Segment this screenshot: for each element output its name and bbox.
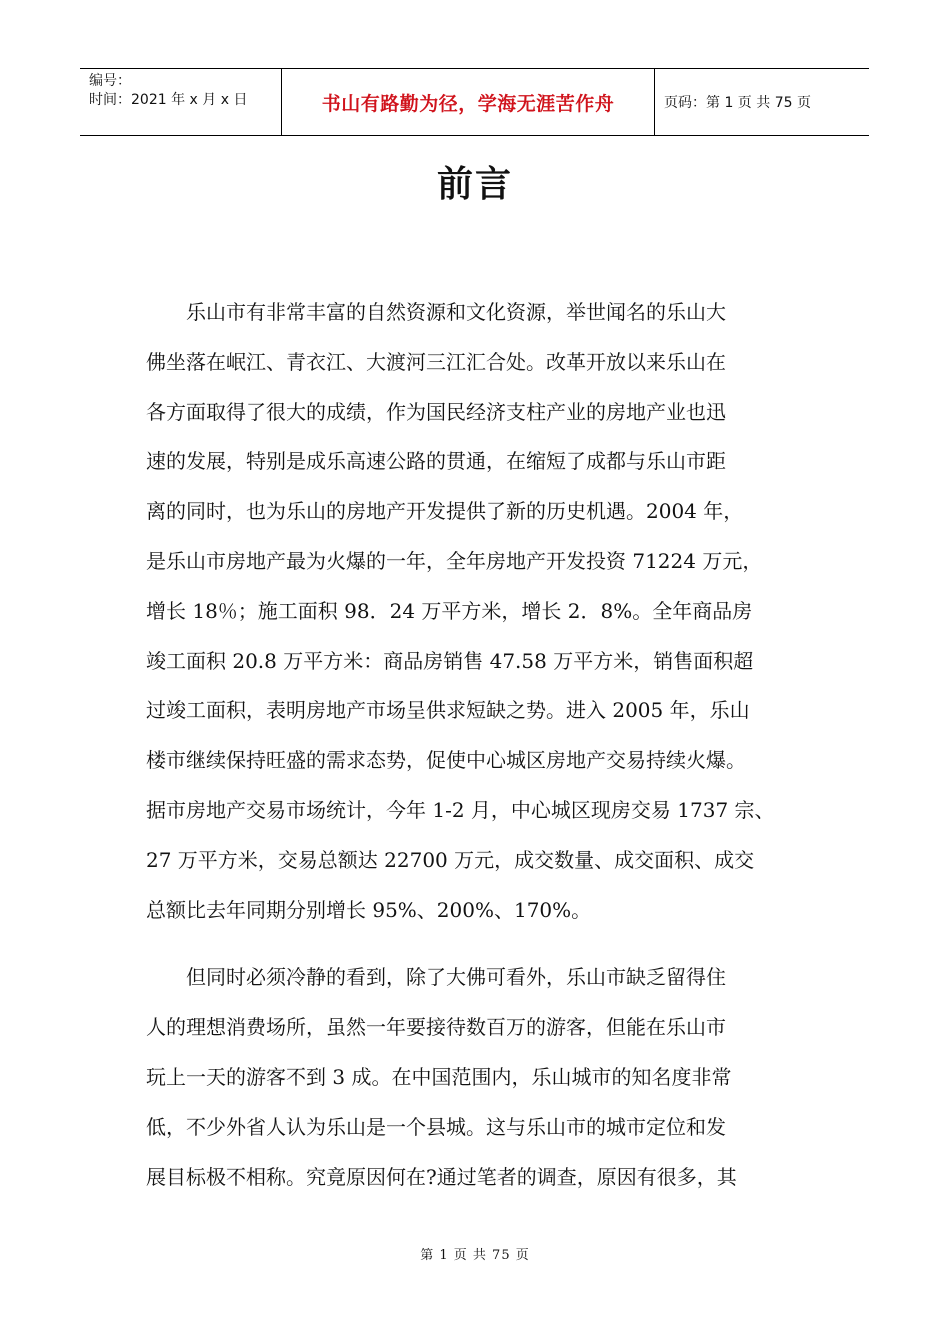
text-line: 总额比去年同期分别增长 95%、200%、170%。: [146, 897, 592, 922]
text-line: 但同时必须冷静的看到，除了大佛可看外，乐山市缺乏留得住: [146, 965, 726, 990]
page-title: 前言: [436, 164, 513, 205]
text-line: 佛坐落在岷江、青衣江、大渡河三江汇合处。改革开放以来乐山在: [146, 349, 726, 374]
paragraph-spacer: [146, 935, 826, 953]
page-footer: 第 1 页 共 75 页: [420, 1248, 530, 1263]
page-info: 页码：第 1 页 共 75 页: [664, 95, 811, 111]
text-line: 增长 18％；施工面积 98．24 万平方米，增长 2．8%。全年商品房: [146, 598, 753, 623]
text-line: 人的理想消费场所，虽然一年要接待数百万的游客，但能在乐山市: [146, 1015, 726, 1040]
motto-text: 书山有路勤为径，学海无涯苦作舟: [321, 92, 615, 115]
text-line: 低，不少外省人认为乐山是一个县城。这与乐山市的城市定位和发: [146, 1114, 726, 1139]
text-line: 过竣工面积，表明房地产市场呈供求短缺之势。进入 2005 年，乐山: [146, 698, 750, 723]
number-label: 编号：: [89, 73, 131, 89]
text-line: 离的同时，也为乐山的房地产开发提供了新的历史机遇。2004 年，: [146, 499, 744, 524]
paragraph-2: [146, 953, 826, 1202]
header-motto-cell: [282, 69, 655, 135]
header-table: [80, 68, 869, 136]
header-meta-cell: [80, 69, 282, 135]
text-line: 乐山市有非常丰富的自然资源和文化资源，举世闻名的乐山大: [146, 300, 726, 324]
text-line: 各方面取得了很大的成绩，作为国民经济支柱产业的房地产业也迅: [146, 399, 726, 424]
text-line: 据市房地产交易市场统计，今年 1-2 月，中心城区现房交易 1737 宗、: [146, 797, 775, 822]
header-page-cell: [655, 69, 869, 135]
text-line: 27 万平方米，交易总额达 22700 万元，成交数量、成交面积、成交: [146, 847, 755, 872]
text-line: 楼市继续保持旺盛的需求态势，促使中心城区房地产交易持续火爆。: [146, 748, 746, 773]
document-body: [146, 288, 826, 1202]
text-line: 玩上一天的游客不到 3 成。在中国范围内，乐山城市的知名度非常: [146, 1064, 732, 1089]
text-line: 速的发展，特别是成乐高速公路的贯通，在缩短了成都与乐山市距: [146, 449, 726, 474]
text-line: 竣工面积 20.8 万平方米：商品房销售 47.58 万平方米，销售面积超: [146, 648, 754, 673]
time-label: 时间：2021 年 x 月 x 日: [89, 92, 248, 108]
text-line: 是乐山市房地产最为火爆的一年，全年房地产开发投资 71224 万元，: [146, 548, 763, 573]
paragraph-1: [146, 288, 826, 935]
text-line: 展目标极不相称。究竟原因何在?通过笔者的调查，原因有很多，其: [146, 1164, 737, 1189]
